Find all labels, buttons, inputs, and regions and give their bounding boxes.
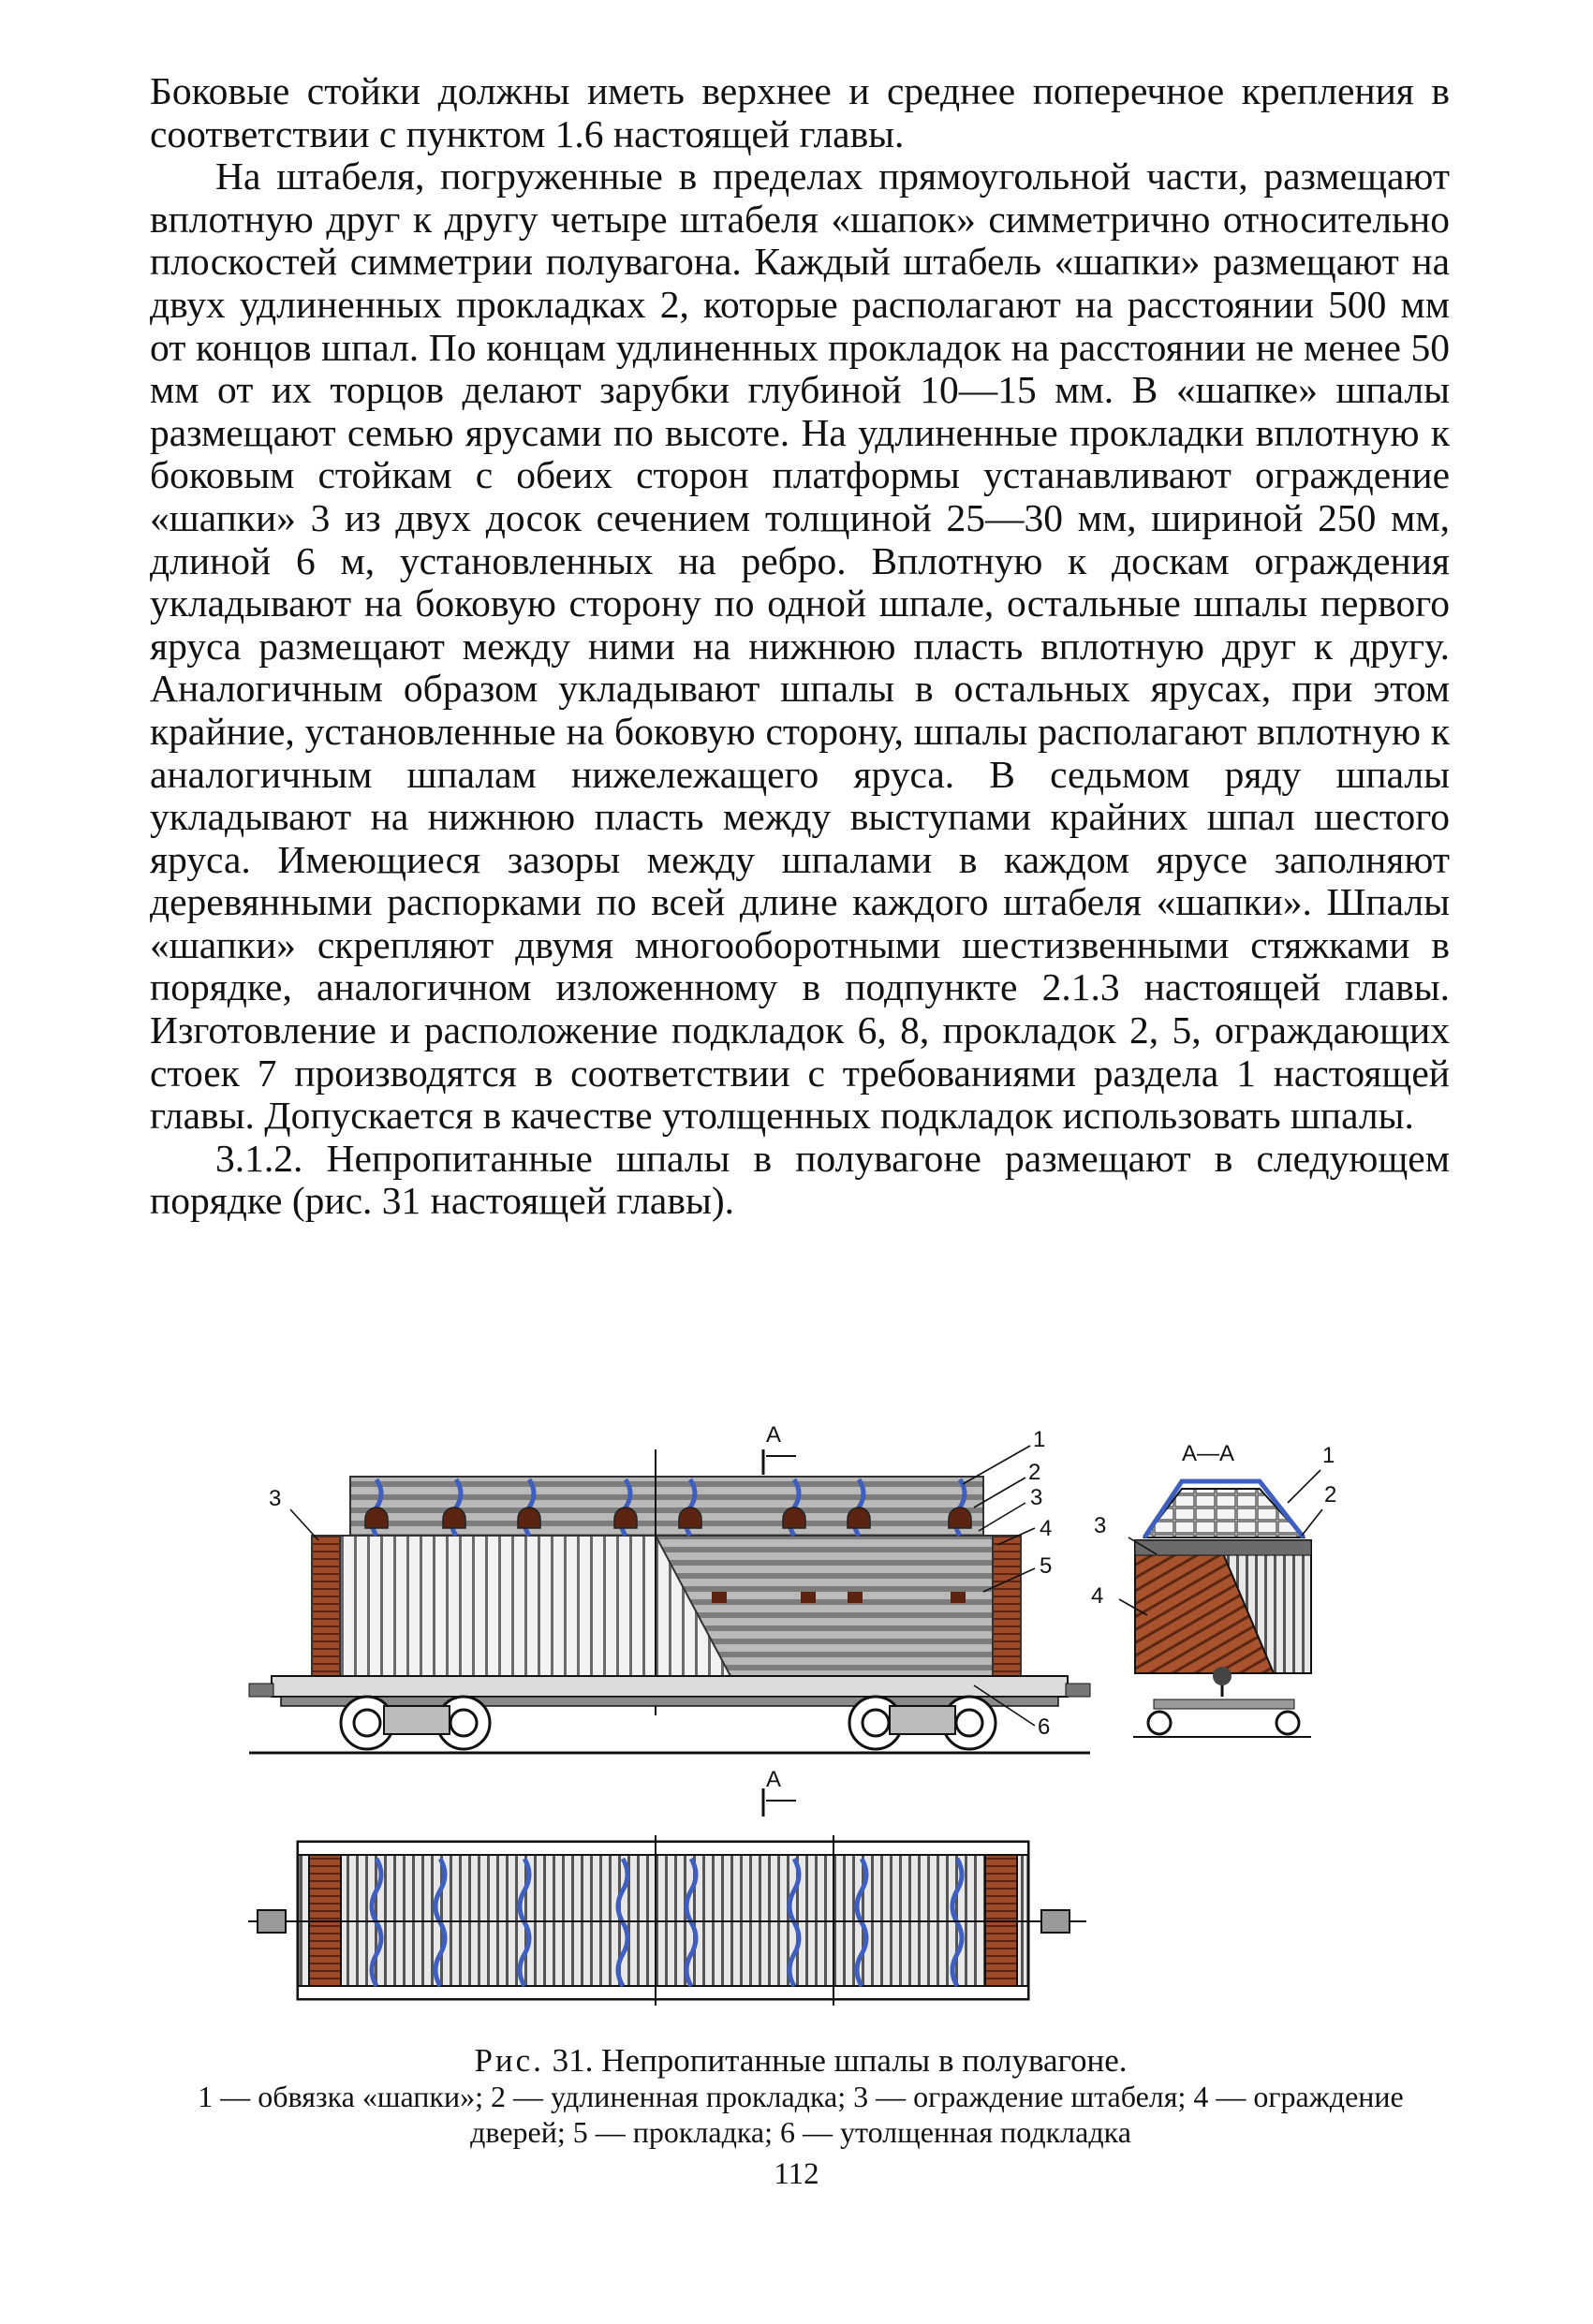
paragraph-3: 3.1.2. Непропитанные шпалы в полувагоне размещают в следующем порядке (рис. 31 настоящей главы). <box>150 1136 1450 1223</box>
top-view <box>248 1835 1086 2006</box>
figure-caption <box>159 2043 1442 2150</box>
label-6: 6 <box>1038 1714 1051 1740</box>
caption-legend: 1 — обвязка «шапки»; 2 — удлиненная прокладка; 3 — ограждение штабеля; 4 — ограждение дверей; 5 — прокладка; 6 — утолщенная подкладка <box>198 2080 1404 2149</box>
page-number: 112 <box>774 2157 819 2191</box>
end-view <box>1091 1441 1336 1737</box>
label-3: 3 <box>1030 1485 1043 1510</box>
end-label-2: 2 <box>1324 1482 1337 1508</box>
side-view <box>249 1422 1090 1817</box>
section-title: А—А <box>1182 1441 1235 1466</box>
label-4: 4 <box>1040 1516 1053 1541</box>
section-mark-bottom: A <box>766 1767 782 1792</box>
label-5: 5 <box>1040 1553 1053 1579</box>
caption-title: 31. Непропитанные шпалы в полувагоне. <box>552 2042 1128 2079</box>
end-label-3: 3 <box>1094 1513 1107 1538</box>
label-3-left: 3 <box>269 1486 282 1511</box>
end-label-4: 4 <box>1091 1583 1104 1609</box>
paragraph-1: Боковые стойки должны иметь верхнее и среднее поперечное крепления в соответствии с пунктом 1.6 настоящей главы. <box>150 69 1450 155</box>
label-1: 1 <box>1033 1427 1046 1452</box>
caption-prefix: Рис. <box>474 2042 544 2079</box>
end-wall-left <box>312 1536 340 1676</box>
paragraph-2: На штабеля, погруженные в пределах прямоугольной части, размещают вплотную друг к другу четыре штабеля «шапок» симметрично относительно плоскостей симметрии полувагона. Каждый штабель «шапки» размещают на двух удлиненных прокладках 2, которые располагают на расстоянии 500 мм от концов шпал. По концам удлиненных прокладок на расстоянии не менее 50 мм от их торцов делают зарубки глубиной 10—15 мм. В «шапке» шпалы размещают семью ярусами по высоте. На удлиненные прокладки вплотную к боковым стойкам с обеих сторон платформы устанавливают ограждение «шапки» 3 из двух досок сечением толщиной 25—30 мм, шириной 250 мм, длиной 6 м, установленных на ребро. Вплотную к доскам ограждения укладывают на боковую сторону по одной шпале, остальные шпалы первого яруса размещают между ними на нижнюю пласть вплотную друг к другу. Аналогичным образом укладывают шпалы в остальных ярусах, при этом крайние, установленные на боковую сторону, шпалы располагают вплотную к аналогичным шпалам нижележащего яруса. В седьмом ряду шпалы укладывают на нижнюю пласть между выступами крайних шпал шестого яруса. Имеющиеся зазоры между шпалами в каждом ярусе заполняют деревянными распорками по всей длине каждого штабеля «шапки». Шпалы «шапки» скрепляют двумя многооборотными шестизвенными стяжками в порядке, аналогичном изложенному в подпункте 2.1.3 настоящей главы. Изготовление и расположение подкладок 6, 8, прокладок 2, 5, ограждающих стоек 7 производятся в соответствии с требованиями раздела 1 настоящей главы. Допускается в качестве утолщенных подкладок использовать шпалы. <box>150 154 1450 1138</box>
end-label-1: 1 <box>1322 1443 1335 1468</box>
end-wall-right <box>993 1536 1021 1676</box>
label-2: 2 <box>1028 1460 1041 1485</box>
section-mark-top: A <box>766 1422 782 1448</box>
